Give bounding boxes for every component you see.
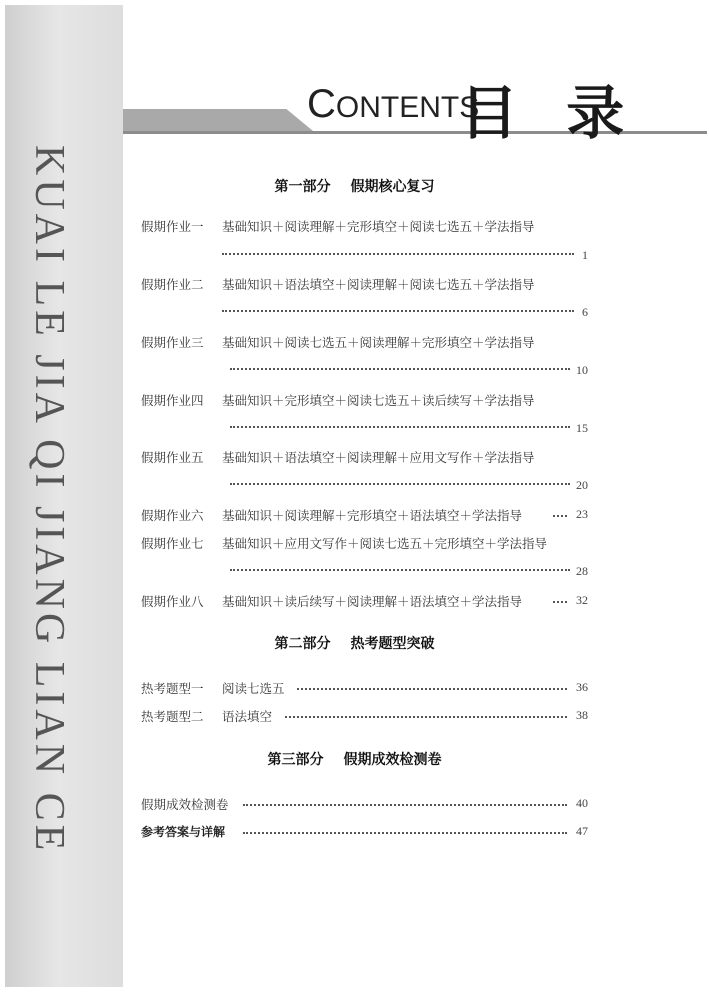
entry-description: 基础知识＋应用文写作＋阅读七选五＋完形填空＋学法指导 (222, 536, 548, 551)
entry-label: 热考题型一 (141, 681, 204, 696)
entry-description: 阅读七选五 (222, 681, 285, 696)
entry-label: 假期作业四 (141, 393, 204, 408)
entry-label: 热考题型二 (141, 709, 204, 724)
entry-label: 假期作业三 (141, 335, 204, 350)
leader-dots (230, 418, 570, 428)
leader-dots (230, 475, 570, 485)
entry-description: 基础知识＋语法填空＋阅读理解＋应用文写作＋学法指导 (222, 450, 535, 465)
title-en-first-letter: C (307, 82, 336, 126)
entry-label: 假期作业二 (141, 277, 204, 292)
entry-description: 基础知识＋阅读理解＋完形填空＋阅读七选五＋学法指导 (222, 219, 535, 234)
section-part: 第一部分 (274, 179, 331, 195)
title-en-rest: ONTENTS (335, 91, 480, 124)
page-number: 20 (576, 478, 588, 492)
title-chinese: 目 录 (460, 79, 639, 147)
entry-label: 假期作业六 (141, 508, 204, 523)
entry-label: 假期作业一 (141, 219, 204, 234)
section-heading-2 (0, 633, 709, 653)
page-number: 10 (576, 363, 588, 377)
entry-description: 基础知识＋完形填空＋阅读七选五＋读后续写＋学法指导 (222, 393, 535, 408)
leader-dots (222, 245, 574, 255)
sidebar-band (5, 5, 123, 987)
entry-label: 假期作业七 (141, 536, 204, 551)
leader-dots (243, 796, 567, 806)
section-name: 热考题型突破 (350, 636, 435, 652)
page-number: 47 (576, 824, 588, 838)
leader-dots (230, 561, 570, 571)
leader-dots (222, 302, 574, 312)
entry-description: 基础知识＋读后续写＋阅读理解＋语法填空＋学法指导 (222, 594, 523, 609)
entry-label: 假期成效检测卷 (141, 797, 229, 812)
leader-dots (285, 708, 567, 718)
page-number: 1 (582, 248, 588, 262)
entry-label: 假期作业八 (141, 594, 204, 609)
entry-description: 基础知识＋阅读七选五＋阅读理解＋完形填空＋学法指导 (222, 335, 535, 350)
entry-label: 参考答案与详解 (141, 825, 226, 839)
section-part: 第二部分 (274, 636, 331, 652)
entry-description: 语法填空 (222, 709, 273, 724)
section-heading-3 (0, 749, 709, 769)
section-name: 假期核心复习 (350, 179, 435, 195)
leader-dots (297, 680, 567, 690)
page-number: 28 (576, 564, 588, 578)
header-accent-band (123, 109, 313, 131)
page-number: 15 (576, 421, 588, 435)
leader-dots (243, 824, 567, 834)
section-part: 第三部分 (267, 752, 324, 768)
page-number: 23 (576, 507, 588, 521)
page-number: 32 (576, 593, 588, 607)
page-number: 40 (576, 796, 588, 810)
entry-description: 基础知识＋语法填空＋阅读理解＋阅读七选五＋学法指导 (222, 277, 535, 292)
leader-dots (230, 360, 570, 370)
entry-description: 基础知识＋阅读理解＋完形填空＋语法填空＋学法指导 (222, 508, 523, 523)
page-number: 6 (582, 305, 588, 319)
page-number: 36 (576, 680, 588, 694)
section-heading-1 (0, 176, 709, 196)
title-english (307, 82, 479, 127)
sidebar-vertical-text: KUAI LE JIA QI JIANG LIAN CE (26, 145, 72, 855)
entry-label: 假期作业五 (141, 450, 204, 465)
page-number: 38 (576, 708, 588, 722)
section-name: 假期成效检测卷 (343, 752, 442, 768)
